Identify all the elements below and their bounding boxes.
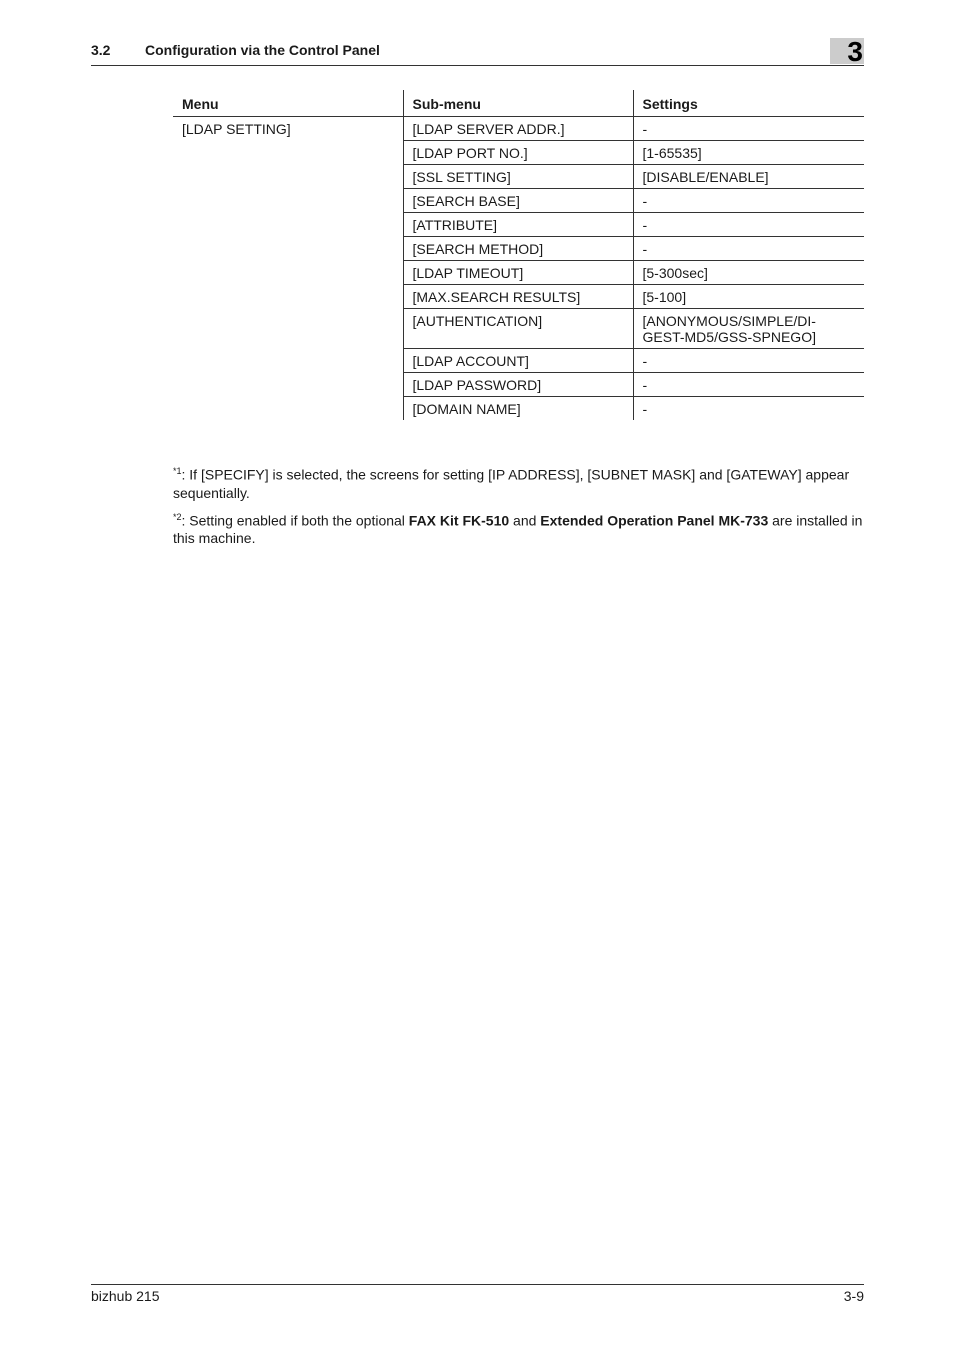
submenu-cell: [SSL SETTING] [403, 165, 633, 189]
footnote-1-text: : If [SPECIFY] is selected, the screens for setting [IP ADDRESS], [SUBNET MASK] and [GATEWAY] appear sequentially. [173, 466, 850, 501]
submenu-cell: [MAX.SEARCH RESULTS] [403, 285, 633, 309]
submenu-cell: [LDAP PASSWORD] [403, 373, 633, 397]
footnote-1 [173, 462, 864, 502]
submenu-cell: [SEARCH METHOD] [403, 237, 633, 261]
submenu-cell: [LDAP SERVER ADDR.] [403, 117, 633, 141]
settings-cell: [1-65535] [633, 141, 864, 165]
footnote-2 [173, 508, 864, 548]
settings-cell: - [633, 397, 864, 421]
footnote-2-suffix: are installed in this machine. [173, 512, 863, 547]
submenu-cell: [LDAP ACCOUNT] [403, 349, 633, 373]
settings-cell: - [633, 189, 864, 213]
column-header-submenu: Sub-menu [403, 90, 633, 117]
footnotes [173, 462, 864, 553]
settings-cell: - [633, 373, 864, 397]
submenu-cell: [DOMAIN NAME] [403, 397, 633, 421]
submenu-cell: [AUTHENTICATION] [403, 309, 633, 349]
settings-cell: [5-100] [633, 285, 864, 309]
table-header-row [173, 90, 864, 117]
settings-cell: [DISABLE/ENABLE] [633, 165, 864, 189]
table-row [173, 117, 864, 141]
footnote-2-prefix: : Setting enabled if both the optional [181, 512, 409, 529]
chapter-tab [830, 36, 864, 67]
section-number: 3.2 [91, 42, 111, 58]
footnote-2-mark: *2 [173, 511, 182, 522]
page-number: 3-9 [843, 1288, 864, 1304]
settings-cell: - [633, 213, 864, 237]
ldap-settings-table [173, 90, 864, 420]
settings-cell: - [633, 237, 864, 261]
column-header-settings: Settings [633, 90, 864, 117]
footnote-2-operation-panel: Extended Operation Panel MK-733 [540, 512, 769, 529]
column-header-menu: Menu [173, 90, 403, 117]
settings-cell: [ANONYMOUS/SIMPLE/DI-GEST-MD5/GSS-SPNEGO] [633, 309, 864, 349]
footnote-2-mid: and [509, 512, 541, 529]
settings-cell: - [633, 117, 864, 141]
product-name: bizhub 215 [91, 1288, 160, 1304]
section-title: Configuration via the Control Panel [145, 42, 380, 58]
footnote-2-fax-kit: FAX Kit FK-510 [408, 512, 510, 529]
submenu-cell: [LDAP TIMEOUT] [403, 261, 633, 285]
settings-cell: - [633, 349, 864, 373]
menu-cell: [LDAP SETTING] [182, 121, 291, 137]
page-footer [91, 1284, 864, 1304]
submenu-cell: [ATTRIBUTE] [403, 213, 633, 237]
submenu-cell: [SEARCH BASE] [403, 189, 633, 213]
settings-cell: [5-300sec] [633, 261, 864, 285]
chapter-number: 3 [847, 36, 863, 67]
footnote-1-mark: *1 [173, 466, 182, 476]
page-header [91, 38, 864, 66]
submenu-cell: [LDAP PORT NO.] [403, 141, 633, 165]
